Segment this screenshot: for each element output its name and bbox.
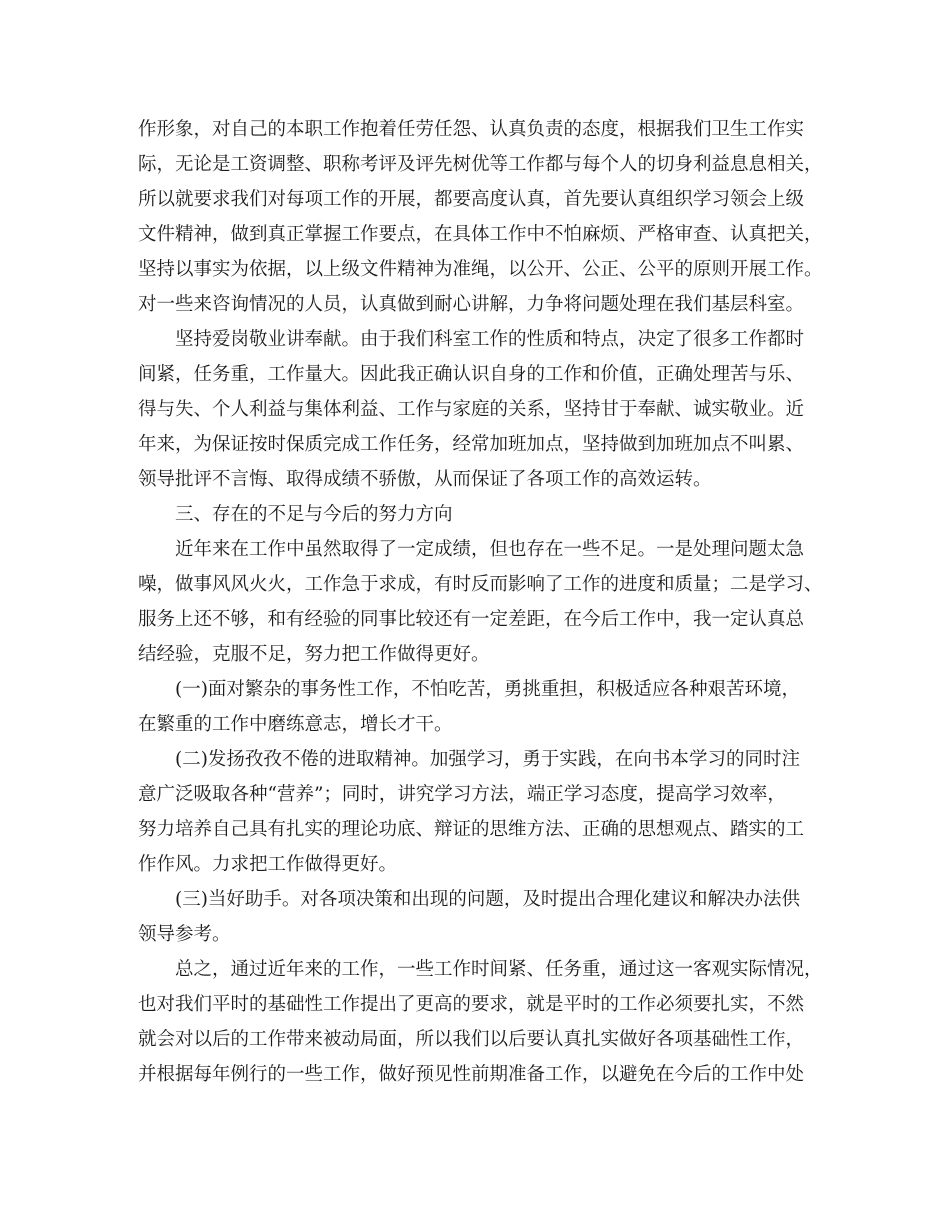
text-line: 三、存在的不足与今后的努力方向 xyxy=(175,504,453,525)
text-line: 领导参考。 xyxy=(138,924,231,945)
text-line: 文件精神，做到真正掌握工作要点，在具体工作中不怕麻烦、严格审查、认真把关， xyxy=(138,224,823,245)
text-line: 坚持以事实为依据，以上级文件精神为准绳，以公开、公正、公平的原则开展工作。 xyxy=(138,259,823,280)
text-line: 得与失、个人利益与集体利益、工作与家庭的关系，坚持甘于奉献、诚实敬业。近 xyxy=(138,399,805,420)
text-line: (二)发扬孜孜不倦的进取精神。加强学习，勇于实践，在向书本学习的同时注 xyxy=(175,749,800,770)
text-line: 在繁重的工作中磨练意志，增长才干。 xyxy=(138,714,453,735)
text-line: 就会对以后的工作带来被动局面，所以我们以后要认真扎实做好各项基础性工作， xyxy=(138,1029,805,1050)
text-line: (三)当好助手。对各项决策和出现的问题，及时提出合理化建议和解决办法供 xyxy=(175,889,800,910)
text-line: 作形象，对自己的本职工作抱着任劳任怨、认真负责的态度，根据我们卫生工作实 xyxy=(138,119,805,140)
text-line: 结经验，克服不足，努力把工作做得更好。 xyxy=(138,644,490,665)
text-line: 间紧，任务重，工作量大。因此我正确认识自身的工作和价值，正确处理苦与乐、 xyxy=(138,364,805,385)
text-line: 努力培养自己具有扎实的理论功底、辩证的思维方法、正确的思想观点、踏实的工 xyxy=(138,819,805,840)
text-line: 近年来在工作中虽然取得了一定成绩，但也存在一些不足。一是处理问题太急 xyxy=(175,539,805,560)
text-line: 作作风。力求把工作做得更好。 xyxy=(138,854,398,875)
text-line: 意广泛吸取各种“营养”；同时，讲究学习方法，端正学习态度，提高学习效率， xyxy=(138,784,786,805)
text-line: 坚持爱岗敬业讲奉献。由于我们科室工作的性质和特点，决定了很多工作都时 xyxy=(175,329,805,350)
text-line: 际，无论是工资调整、职称考评及评先树优等工作都与每个人的切身利益息息相关， xyxy=(138,154,823,175)
text-line: 总之，通过近年来的工作，一些工作时间紧、任务重，通过这一客观实际情况， xyxy=(175,959,823,980)
document-body xyxy=(138,112,828,1092)
text-line: 服务上还不够，和有经验的同事比较还有一定差距，在今后工作中，我一定认真总 xyxy=(138,609,805,630)
text-line: 年来，为保证按时保质完成工作任务，经常加班加点，坚持做到加班加点不叫累、 xyxy=(138,434,805,455)
text-line: 对一些来咨询情况的人员，认真做到耐心讲解，力争将问题处理在我们基层科室。 xyxy=(138,294,805,315)
text-line: 所以就要求我们对每项工作的开展，都要高度认真，首先要认真组织学习领会上级 xyxy=(138,189,805,210)
text-line: 噪，做事风风火火，工作急于求成，有时反而影响了工作的进度和质量；二是学习、 xyxy=(138,574,823,595)
text-line: 并根据每年例行的一些工作，做好预见性前期准备工作，以避免在今后的工作中处 xyxy=(138,1064,805,1085)
text-line: 领导批评不言悔、取得成绩不骄傲，从而保证了各项工作的高效运转。 xyxy=(138,469,712,490)
text-line: (一)面对繁杂的事务性工作，不怕吃苦，勇挑重担，积极适应各种艰苦环境， xyxy=(175,679,800,700)
text-line: 也对我们平时的基础性工作提出了更高的要求，就是平时的工作必须要扎实，不然 xyxy=(138,994,805,1015)
